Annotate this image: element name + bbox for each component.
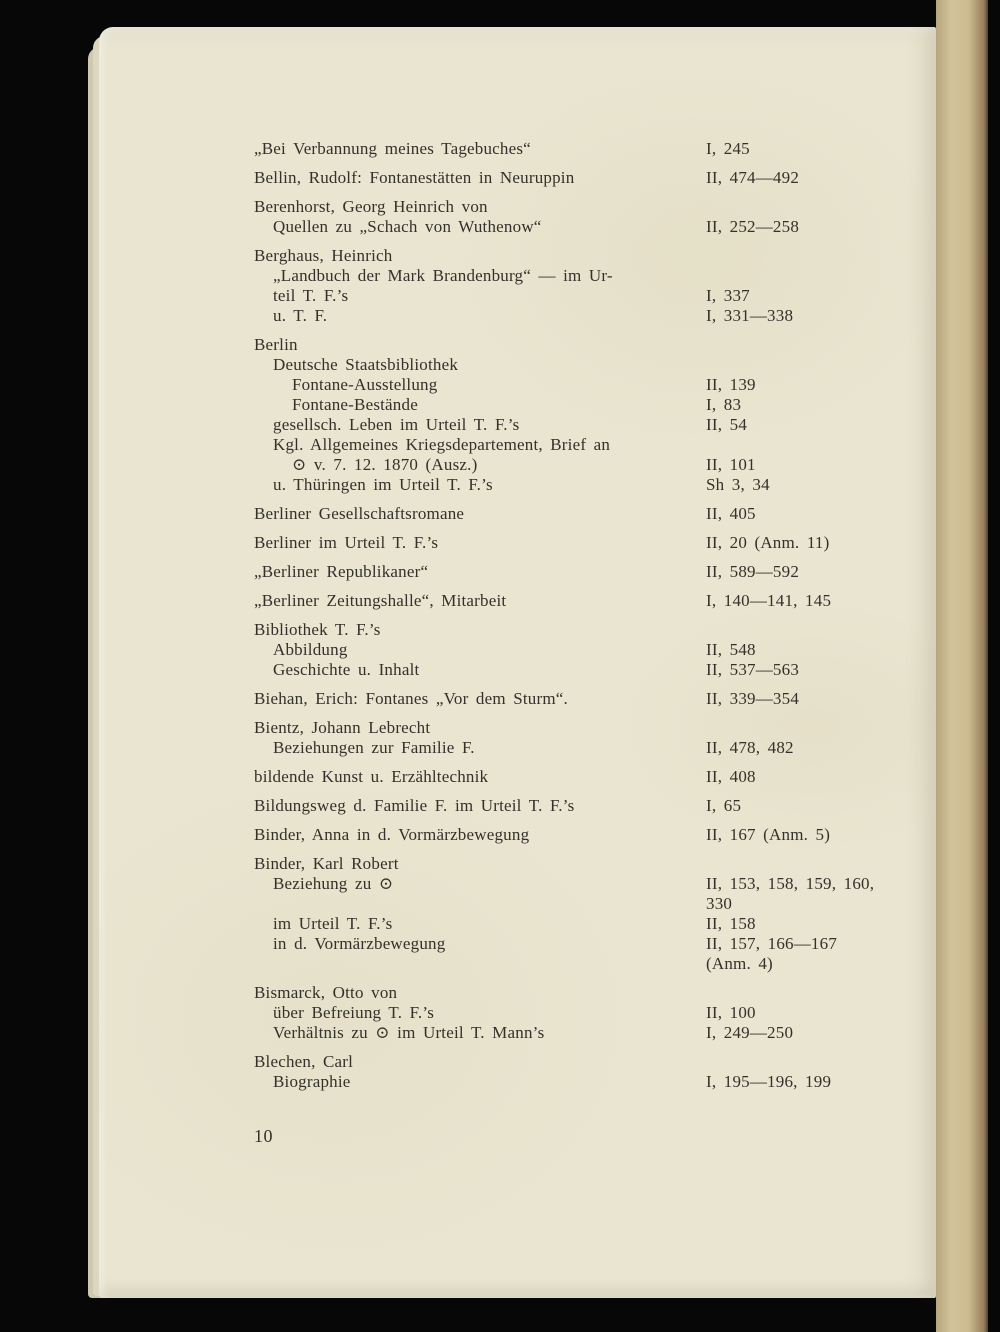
index-row	[254, 738, 914, 758]
entry-text: Binder, Anna in d. Vormärzbewegung	[254, 825, 530, 844]
index-row	[254, 139, 914, 159]
entry-page-ref: II, 20 (Anm. 11)	[706, 533, 830, 552]
entry-page-ref: II, 167 (Anm. 5)	[706, 825, 831, 844]
entry-page-ref: II, 339—354	[706, 689, 800, 708]
entry-text: Binder, Karl Robert	[254, 854, 399, 873]
entry-text: gesellsch. Leben im Urteil T. F.’s	[273, 415, 520, 434]
entry-page-ref: II, 158	[706, 914, 756, 933]
entry-page-ref: I, 140—141, 145	[706, 591, 832, 610]
index-entry	[254, 854, 914, 974]
entry-page-ref: 330	[706, 894, 733, 913]
index-row	[254, 286, 914, 306]
index-row	[254, 954, 914, 974]
entry-text: Deutsche Staatsbibliothek	[273, 355, 459, 374]
index-row	[254, 767, 914, 787]
index-row	[254, 934, 914, 954]
index-row	[254, 395, 914, 415]
entry-page-ref: II, 139	[706, 375, 756, 394]
entry-text: u. T. F.	[273, 306, 328, 325]
entry-text: Bildungsweg d. Familie F. im Urteil T. F.’s	[254, 796, 575, 815]
index-entry	[254, 562, 914, 582]
entry-text: Berliner im Urteil T. F.’s	[254, 533, 439, 552]
entry-text: Bellin, Rudolf: Fontanestätten in Neuruppin	[254, 168, 575, 187]
entry-text: Quellen zu „Schach von Wuthenow“	[273, 217, 542, 236]
index-entry	[254, 1052, 914, 1092]
index-row	[254, 854, 914, 874]
index-entry	[254, 139, 914, 159]
entry-page-ref: II, 153, 158, 159, 160,	[706, 874, 875, 893]
entry-page-ref: II, 408	[706, 767, 756, 786]
entry-text: Bismarck, Otto von	[254, 983, 398, 1002]
entry-page-ref: Sh 3, 34	[706, 475, 770, 494]
entry-text: Kgl. Allgemeines Kriegsdepartement, Brief an	[273, 435, 611, 454]
index-row	[254, 718, 914, 738]
entry-text: Abbildung	[273, 640, 348, 659]
entry-text: Berenhorst, Georg Heinrich von	[254, 197, 488, 216]
entry-page-ref: II, 54	[706, 415, 748, 434]
index-row	[254, 1023, 914, 1043]
index-entry	[254, 767, 914, 787]
entry-text: Beziehungen zur Familie F.	[273, 738, 475, 757]
entry-text: Beziehung zu ⊙	[273, 874, 394, 893]
index-row	[254, 504, 914, 524]
index-entry	[254, 620, 914, 680]
entry-page-ref: I, 195—196, 199	[706, 1072, 832, 1091]
entry-text: u. Thüringen im Urteil T. F.’s	[273, 475, 493, 494]
entry-text: bildende Kunst u. Erzähltechnik	[254, 767, 489, 786]
entry-page-ref: I, 83	[706, 395, 742, 414]
entry-text	[254, 894, 706, 914]
entry-text: Fontane-Ausstellung	[292, 375, 438, 394]
index-row	[254, 306, 914, 326]
entry-text: Fontane-Bestände	[292, 395, 418, 414]
index-row	[254, 355, 914, 375]
entry-page-ref: II, 537—563	[706, 660, 800, 679]
index-row	[254, 874, 914, 894]
index-row	[254, 435, 914, 455]
index-row	[254, 914, 914, 934]
adjacent-page-edge	[936, 0, 988, 1332]
index-entry	[254, 168, 914, 188]
index-row	[254, 562, 914, 582]
index-row	[254, 640, 914, 660]
book-page	[99, 27, 936, 1298]
entry-page-ref: I, 331—338	[706, 306, 794, 325]
entry-text: „Berliner Republikaner“	[254, 562, 429, 581]
entry-text: Biographie	[273, 1072, 351, 1091]
index-entry	[254, 246, 914, 326]
entry-page-ref: I, 65	[706, 796, 742, 815]
index-entry	[254, 335, 914, 495]
index-row	[254, 335, 914, 355]
index-entry	[254, 796, 914, 816]
entry-text: Bientz, Johann Lebrecht	[254, 718, 431, 737]
index-row	[254, 246, 914, 266]
index-row	[254, 197, 914, 217]
index-row	[254, 983, 914, 1003]
index-entry	[254, 983, 914, 1043]
index-row	[254, 217, 914, 237]
index-entry	[254, 591, 914, 611]
index-row	[254, 894, 914, 914]
index-row	[254, 266, 914, 286]
entry-text: Biehan, Erich: Fontanes „Vor dem Sturm“.	[254, 689, 568, 708]
entry-page-ref: I, 245	[706, 139, 750, 158]
entry-text: Bibliothek T. F.’s	[254, 620, 381, 639]
index-entry	[254, 197, 914, 237]
index-entry	[254, 825, 914, 845]
entry-page-ref: II, 474—492	[706, 168, 800, 187]
index-row	[254, 825, 914, 845]
index-list	[254, 139, 914, 1101]
entry-text: Berlin	[254, 335, 298, 354]
entry-text: „Landbuch der Mark Brandenburg“ — im Ur-	[273, 266, 613, 285]
index-row	[254, 415, 914, 435]
index-entry	[254, 504, 914, 524]
index-row	[254, 455, 914, 475]
index-row	[254, 168, 914, 188]
entry-text: ⊙ v. 7. 12. 1870 (Ausz.)	[292, 455, 478, 474]
index-entry	[254, 718, 914, 758]
index-entry	[254, 533, 914, 553]
index-row	[254, 689, 914, 709]
entry-page-ref: I, 249—250	[706, 1023, 794, 1042]
entry-page-ref: II, 589—592	[706, 562, 800, 581]
index-row	[254, 1003, 914, 1023]
index-row	[254, 796, 914, 816]
entry-page-ref: I, 337	[706, 286, 750, 305]
entry-page-ref: II, 478, 482	[706, 738, 794, 757]
index-row	[254, 591, 914, 611]
entry-page-ref: II, 157, 166—167	[706, 934, 838, 953]
index-row	[254, 660, 914, 680]
entry-text: im Urteil T. F.’s	[273, 914, 393, 933]
page-number: 10	[254, 1126, 273, 1146]
entry-text: Verhältnis zu ⊙ im Urteil T. Mann’s	[273, 1023, 545, 1042]
index-row	[254, 475, 914, 495]
entry-text: Geschichte u. Inhalt	[273, 660, 420, 679]
entry-text: in d. Vormärzbewegung	[273, 934, 446, 953]
index-row	[254, 533, 914, 553]
entry-text: Berghaus, Heinrich	[254, 246, 393, 265]
index-row	[254, 1052, 914, 1072]
entry-text	[254, 954, 706, 974]
entry-page-ref: (Anm. 4)	[706, 954, 773, 973]
index-row	[254, 620, 914, 640]
entry-text: Berliner Gesellschaftsromane	[254, 504, 465, 523]
entry-page-ref: II, 100	[706, 1003, 756, 1022]
entry-text: „Berliner Zeitungshalle“, Mitarbeit	[254, 591, 507, 610]
index-row	[254, 1072, 914, 1092]
entry-text: über Befreiung T. F.’s	[273, 1003, 435, 1022]
entry-text: „Bei Verbannung meines Tagebuches“	[254, 139, 531, 158]
entry-text: teil T. F.’s	[273, 286, 349, 305]
index-row	[254, 375, 914, 395]
entry-page-ref: II, 405	[706, 504, 756, 523]
entry-text: Blechen, Carl	[254, 1052, 354, 1071]
entry-page-ref: II, 252—258	[706, 217, 800, 236]
entry-page-ref: II, 548	[706, 640, 756, 659]
index-entry	[254, 689, 914, 709]
entry-page-ref: II, 101	[706, 455, 756, 474]
